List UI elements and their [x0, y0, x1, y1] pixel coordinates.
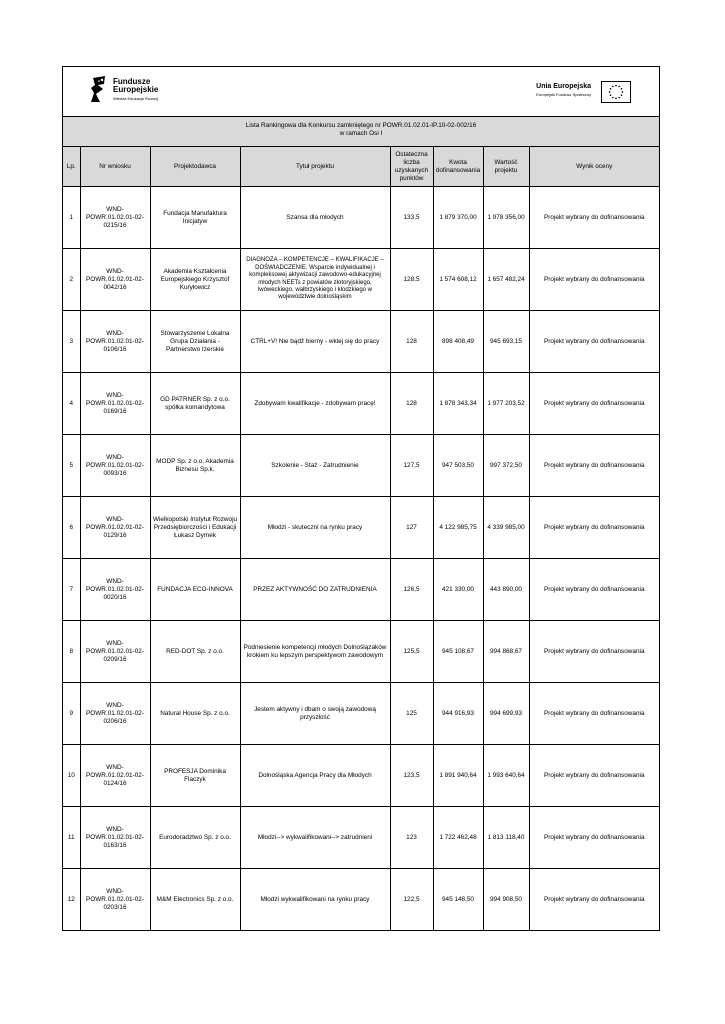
eu-star [615, 85, 617, 87]
table-row [63, 373, 659, 435]
cell-tytul: DIAGNOZA – KOMPETENCJE – KWALIFIKACJE – DOŚWIADCZENIE. Wsparcie indywidualnej i kompleksowej aktywizacji zawodowo-edukacyjnej młodych NEETs z powiatów złotoryjskiego, lwóweckiego, wałbrzyskiego i kłodzkiego w województwie dolnośląskim [240, 249, 390, 311]
cell-punkty: 123,5 [390, 745, 433, 807]
cell-wynik: Projekt wybrany do dofinansowania [529, 187, 659, 249]
fe-logo-line1: Fundusze [113, 77, 151, 86]
document-sheet [62, 66, 660, 931]
cell-lp: 6 [63, 497, 80, 559]
cell-wartosc: 994 868,67 [483, 621, 529, 683]
cell-punkty: 126,5 [390, 559, 433, 621]
cell-wartosc: 1 978 356,00 [483, 187, 529, 249]
cell-tytul: PRZEZ AKTYWNOŚĆ DO ZATRUDNIENIA [240, 559, 390, 621]
fundusze-europejskie-logo [91, 76, 201, 106]
cell-kwota: 1 722 462,48 [433, 807, 483, 869]
eu-star [618, 97, 620, 99]
eu-star [612, 97, 614, 99]
eu-stars-icon [601, 81, 631, 103]
cell-nr-wniosku: WND-POWR.01.02.01-02-0215/16 [80, 187, 150, 249]
eu-star [621, 94, 623, 96]
eu-star [622, 91, 624, 93]
cell-wynik: Projekt wybrany do dofinansowania [529, 249, 659, 311]
header-nr-wniosku: Nr wniosku [80, 147, 150, 187]
fundusze-flag-icon [91, 76, 107, 102]
cell-wynik: Projekt wybrany do dofinansowania [529, 869, 659, 931]
cell-punkty: 127,5 [390, 435, 433, 497]
table-row [63, 807, 659, 869]
eu-star [621, 88, 623, 90]
header-lp: Lp. [63, 147, 80, 187]
cell-kwota: 945 148,50 [433, 869, 483, 931]
header-tytul-projektu: Tytuł projektu [240, 147, 390, 187]
cell-projektodawca: Akademia Kształcenia Europejskiego Krzysztof Kuryłowicz [150, 249, 240, 311]
cell-wartosc: 997 372,50 [483, 435, 529, 497]
cell-punkty: 127 [390, 497, 433, 559]
cell-wartosc: 1 993 640,64 [483, 745, 529, 807]
cell-nr-wniosku: WND-POWR.01.02.01-02-0020/16 [80, 559, 150, 621]
cell-nr-wniosku: WND-POWR.01.02.01-02-0203/16 [80, 869, 150, 931]
cell-lp: 3 [63, 311, 80, 373]
cell-lp: 4 [63, 373, 80, 435]
cell-wynik: Projekt wybrany do dofinansowania [529, 683, 659, 745]
cell-nr-wniosku: WND-POWR.01.02.01-02-0093/16 [80, 435, 150, 497]
logo-header [63, 67, 659, 117]
header-punkty: Ostateczna liczba uzyskanych punktów [390, 147, 433, 187]
cell-nr-wniosku: WND-POWR.01.02.01-02-0169/16 [80, 373, 150, 435]
cell-tytul: Młodzi wykwalifikowani na rynku pracy [240, 869, 390, 931]
cell-projektodawca: Natural House Sp. z o.o. [150, 683, 240, 745]
cell-projektodawca: FUNDACJA ECO-INNOVA [150, 559, 240, 621]
list-title-line2: w ramach Osi I [339, 130, 383, 137]
cell-nr-wniosku: WND-POWR.01.02.01-02-0163/16 [80, 807, 150, 869]
cell-wartosc: 443 890,00 [483, 559, 529, 621]
header-kwota: Kwota dofinansowania [433, 147, 483, 187]
cell-wartosc: 4 339 985,00 [483, 497, 529, 559]
cell-nr-wniosku: WND-POWR.01.02.01-02-0042/16 [80, 249, 150, 311]
table-row [63, 249, 659, 311]
cell-wartosc: 945 693,15 [483, 311, 529, 373]
cell-projektodawca: Stowarzyszenie Lokalna Grupa Działania - Partnerstwo Izerskie [150, 311, 240, 373]
cell-punkty: 133,5 [390, 187, 433, 249]
cell-tytul: Zdobywam kwalifikacje - zdobywam pracę! [240, 373, 390, 435]
eu-star [610, 94, 612, 96]
cell-kwota: 898 408,49 [433, 311, 483, 373]
cell-punkty: 125 [390, 683, 433, 745]
cell-tytul: Szkolenie - Staż - Zatrudnienie [240, 435, 390, 497]
cell-kwota: 4 122 985,75 [433, 497, 483, 559]
table-row [63, 869, 659, 931]
cell-tytul: CTRL+V! Nie bądź bierny - wklej się do pracy [240, 311, 390, 373]
table-row [63, 745, 659, 807]
cell-wynik: Projekt wybrany do dofinansowania [529, 311, 659, 373]
cell-lp: 10 [63, 745, 80, 807]
fe-logo-line2: Europejskie [113, 85, 159, 94]
table-row [63, 187, 659, 249]
cell-projektodawca: Eurodoradztwo Sp. z o.o. [150, 807, 240, 869]
cell-punkty: 128 [390, 311, 433, 373]
cell-kwota: 1 878 343,34 [433, 373, 483, 435]
cell-punkty: 122,5 [390, 869, 433, 931]
table-row [63, 311, 659, 373]
cell-nr-wniosku: WND-POWR.01.02.01-02-0124/16 [80, 745, 150, 807]
cell-punkty: 128 [390, 373, 433, 435]
table-row [63, 435, 659, 497]
cell-nr-wniosku: WND-POWR.01.02.01-02-0209/16 [80, 621, 150, 683]
eu-star [609, 91, 611, 93]
cell-wynik: Projekt wybrany do dofinansowania [529, 807, 659, 869]
cell-kwota: 1 879 370,00 [433, 187, 483, 249]
cell-punkty: 123 [390, 807, 433, 869]
cell-projektodawca: RED-DOT Sp. z o.o. [150, 621, 240, 683]
header-wartosc: Wartość projektu [483, 147, 529, 187]
cell-projektodawca: GD PATRNER Sp. z o.o. spółka komandytowa [150, 373, 240, 435]
list-title-line1: Lista Rankingowa dla Konkursu zamkniętego nr POWR.01.02.01-IP.10-02-002/16 [245, 122, 477, 129]
eu-star [618, 86, 620, 88]
cell-projektodawca: PROFESJA Dominika Flaczyk [150, 745, 240, 807]
cell-lp: 5 [63, 435, 80, 497]
cell-tytul: Dolnośląska Agencja Pracy dla Młodych [240, 745, 390, 807]
cell-lp: 8 [63, 621, 80, 683]
eu-star [615, 98, 617, 100]
cell-projektodawca: Wielkopolski Instytut Rozwoju Przedsiębiorczości i Edukacji Łukasz Dymek [150, 497, 240, 559]
ranking-table [63, 147, 659, 930]
cell-wynik: Projekt wybrany do dofinansowania [529, 497, 659, 559]
cell-projektodawca: MODP Sp. z o.o. Akademia Biznesu Sp.k. [150, 435, 240, 497]
cell-lp: 9 [63, 683, 80, 745]
cell-wynik: Projekt wybrany do dofinansowania [529, 435, 659, 497]
cell-wynik: Projekt wybrany do dofinansowania [529, 745, 659, 807]
cell-wynik: Projekt wybrany do dofinansowania [529, 621, 659, 683]
ue-logo-line1: Unia Europejska [536, 83, 591, 90]
cell-nr-wniosku: WND-POWR.01.02.01-02-0106/16 [80, 311, 150, 373]
cell-wartosc: 994 699,93 [483, 683, 529, 745]
eu-star [612, 86, 614, 88]
cell-lp: 11 [63, 807, 80, 869]
header-projektodawca: Projektodawca [150, 147, 240, 187]
header-wynik: Wynik oceny [529, 147, 659, 187]
cell-wartosc: 1 657 482,24 [483, 249, 529, 311]
cell-tytul: Młodzi - skuteczni na rynku pracy [240, 497, 390, 559]
cell-lp: 2 [63, 249, 80, 311]
cell-wartosc: 1 813 118,40 [483, 807, 529, 869]
cell-punkty: 125,5 [390, 621, 433, 683]
cell-wartosc: 994 908,50 [483, 869, 529, 931]
unia-europejska-logo [521, 81, 631, 103]
cell-nr-wniosku: WND-POWR.01.02.01-02-0129/16 [80, 497, 150, 559]
cell-nr-wniosku: WND-POWR.01.02.01-02-0206/16 [80, 683, 150, 745]
cell-punkty: 128,5 [390, 249, 433, 311]
cell-projektodawca: M&M Electronics Sp. z o.o. [150, 869, 240, 931]
ue-logo-line2: Europejski Fundusz Społeczny [536, 92, 591, 97]
table-row [63, 683, 659, 745]
eu-star [610, 88, 612, 90]
cell-projektodawca: Fundacja Manufaktura Inicjatyw [150, 187, 240, 249]
cell-wartosc: 1 977 203,52 [483, 373, 529, 435]
cell-wynik: Projekt wybrany do dofinansowania [529, 559, 659, 621]
cell-kwota: 945 108,67 [433, 621, 483, 683]
cell-wynik: Projekt wybrany do dofinansowania [529, 373, 659, 435]
cell-kwota: 421 330,00 [433, 559, 483, 621]
cell-kwota: 1 574 608,12 [433, 249, 483, 311]
table-header-row [63, 147, 659, 187]
cell-tytul: Szansa dla młodych [240, 187, 390, 249]
table-row [63, 559, 659, 621]
cell-tytul: Młodzi--> wykwalifikowani--> zatrudnieni [240, 807, 390, 869]
cell-lp: 12 [63, 869, 80, 931]
fe-logo-line3: Wiedza Edukacja Rozwój [113, 96, 159, 101]
table-row [63, 497, 659, 559]
list-title [63, 117, 659, 147]
cell-lp: 1 [63, 187, 80, 249]
cell-kwota: 1 891 940,64 [433, 745, 483, 807]
cell-kwota: 944 916,93 [433, 683, 483, 745]
cell-lp: 7 [63, 559, 80, 621]
cell-tytul: Jestem aktywny i dbam o swoją zawodową przyszłość [240, 683, 390, 745]
table-row [63, 621, 659, 683]
cell-tytul: Podniesienie kompetencji młodych Dolnoślązaków krokiem ku lepszym perspektywom zawodowym [240, 621, 390, 683]
cell-kwota: 947 503,50 [433, 435, 483, 497]
